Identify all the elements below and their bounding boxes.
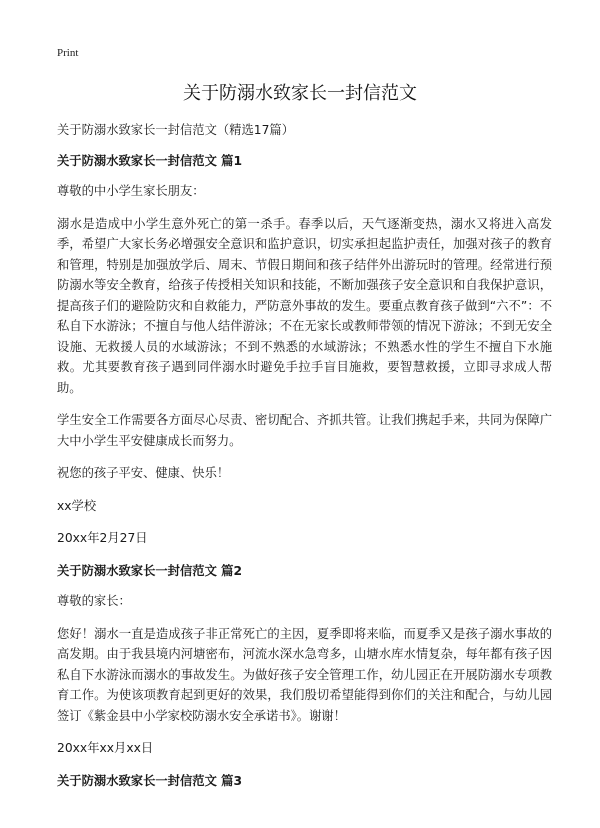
section-1-date: 20xx年2月27日 <box>57 531 148 545</box>
section-heading-1: 关于防溺水致家长一封信范文 篇1 <box>57 153 242 168</box>
section-1-paragraph-1: 溺水是造成中小学生意外死亡的第一杀手。春季以后，天气逐渐变热，溺水又将进入高发季，希望广大家长务必增强安全意识和监护意识，切实承担起监护责任，加强对孩子的教育和管理，特别是加强放学后、周末、节假日期间和孩子结伴外出游玩时的管理。经常进行预防溺水等安全教育，给孩子传授相关知识和技能，不断加强孩子安全意识和自我保护意识，提高孩子们的避险防灾和自救能力，严防意外事故的发生。要重点教育孩子做到“六不”：不私自下水游泳；不擅自与他人结伴游泳；不在无家长或教师带领的情况下游泳；不到无安全设施、无救援人员的水域游泳；不到不熟悉的水域游泳；不熟悉水性的学生不擅自下水施救。尤其要教育孩子遇到同伴溺水时避免手拉手盲目施救，要智慧救援，立即寻求成人帮助。 <box>57 216 552 395</box>
section-heading-2: 关于防溺水致家长一封信范文 篇2 <box>57 563 242 578</box>
section-1-paragraph-2: 学生安全工作需要各方面尽心尽责、密切配合、齐抓共管。让我们携起手来，共同为保障广大中小学生平安健康成长而努力。 <box>57 413 552 448</box>
section-1-signature: xx学校 <box>57 498 97 513</box>
document-body <box>57 120 552 801</box>
section-1-paragraph-3: 祝您的孩子平安、健康、快乐！ <box>57 466 230 480</box>
section-2-date: 20xx年xx月xx日 <box>57 741 154 755</box>
section-2-greeting: 尊敬的家长： <box>57 594 131 608</box>
print-label: Print <box>57 47 79 59</box>
section-1-greeting: 尊敬的中小学生家长朋友： <box>57 184 205 198</box>
section-heading-3: 关于防溺水致家长一封信范文 篇3 <box>57 773 242 788</box>
section-2-paragraph-1: 您好！溺水一直是造成孩子非正常死亡的主因，夏季即将来临，而夏季又是孩子溺水事故的高发期。由于我县境内河塘密布，河流水深水急弯多，山塘水库水情复杂，每年都有孩子因私自下水游泳而溺水的事故发生。为做好孩子安全管理工作，幼儿园正在开展防溺水专项教育工作。为使该项教育起到更好的效果，我们殷切希望能得到你们的关注和配合，与幼儿园签订《紫金县中小学家校防溺水安全承诺书》。谢谢！ <box>57 626 552 723</box>
document-title: 关于防溺水致家长一封信范文 <box>183 83 417 104</box>
document-subtitle: 关于防溺水致家长一封信范文（精选17篇） <box>57 123 294 137</box>
